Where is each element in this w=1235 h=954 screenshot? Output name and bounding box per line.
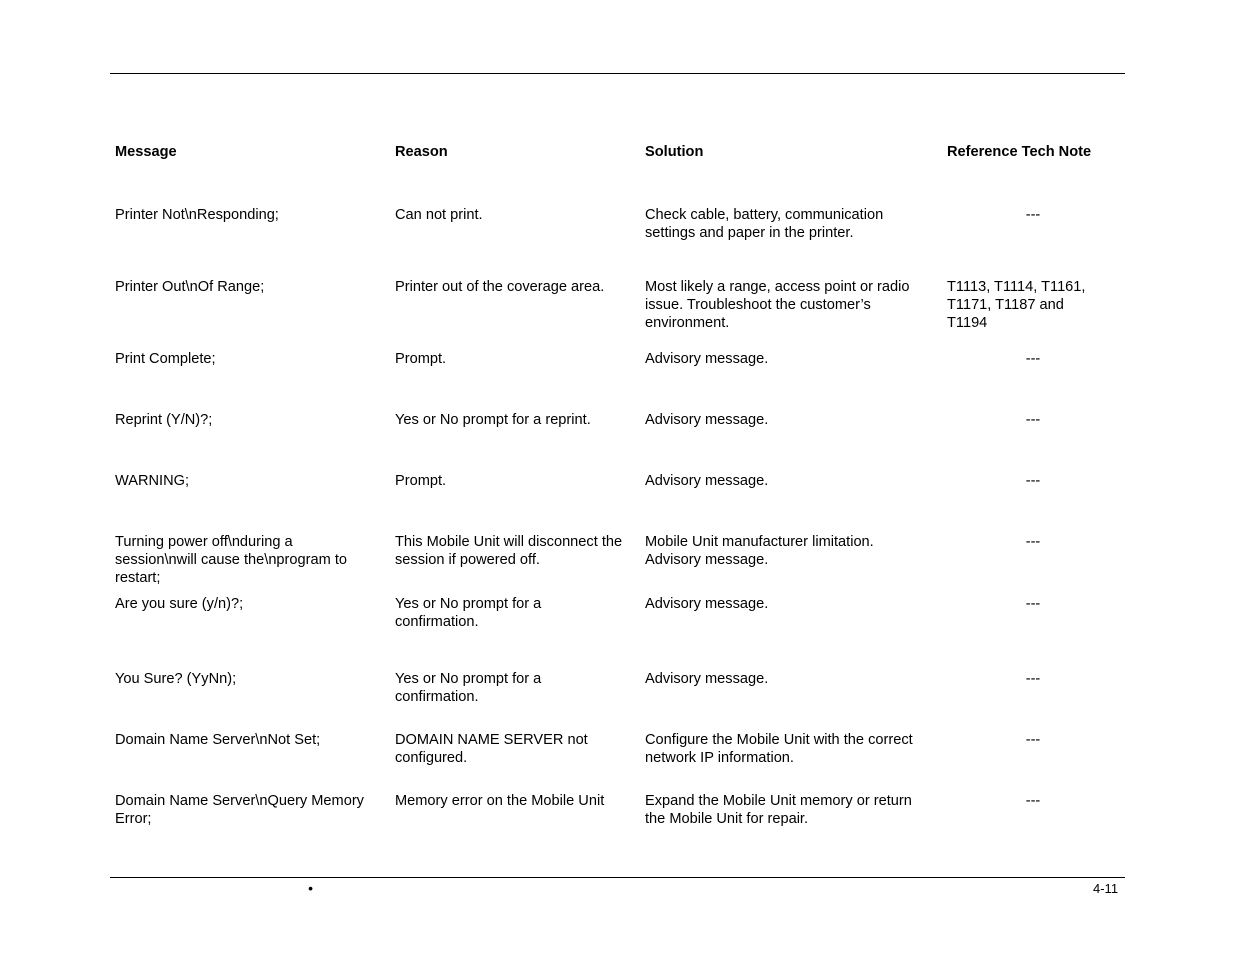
- solution-cell: Expand the Mobile Unit memory or return the Mobile Unit for repair.: [645, 793, 912, 827]
- footer-rule: [110, 877, 1125, 878]
- reason-cell: Yes or No prompt for a confirmation.: [395, 671, 542, 705]
- reason-cell: Printer out of the coverage area.: [395, 279, 605, 295]
- reference-cell: ---: [1025, 412, 1041, 428]
- solution-cell: Advisory message.: [645, 351, 769, 367]
- message-cell: Printer Out\nOf Range;: [115, 279, 265, 295]
- reference-cell: ---: [1025, 473, 1041, 489]
- message-cell: Domain Name Server\nQuery Memory Error;: [115, 793, 364, 827]
- reason-cell: Yes or No prompt for a confirmation.: [395, 596, 542, 630]
- solution-cell: Configure the Mobile Unit with the correct network IP information.: [645, 732, 913, 766]
- reference-cell: ---: [1025, 596, 1041, 612]
- reference-cell: ---: [1025, 671, 1041, 687]
- solution-cell: Check cable, battery, communication settings and paper in the printer.: [645, 207, 884, 241]
- message-cell: Domain Name Server\nNot Set;: [115, 732, 321, 748]
- reason-cell: Prompt.: [395, 351, 447, 367]
- solution-cell: Most likely a range, access point or radio issue. Troubleshoot the customer’s environment.: [645, 279, 910, 331]
- reason-cell: Yes or No prompt for a reprint.: [395, 412, 591, 428]
- message-cell: Printer Not\nResponding;: [115, 207, 279, 223]
- reference-cell: ---: [1025, 793, 1041, 809]
- message-cell: WARNING;: [115, 473, 190, 489]
- message-cell: Reprint (Y/N)?;: [115, 412, 213, 428]
- reason-cell: Memory error on the Mobile Unit: [395, 793, 605, 809]
- reference-cell: T1113, T1114, T1161, T1171, T1187 and T1194: [947, 279, 1086, 331]
- reference-cell: ---: [1025, 732, 1041, 748]
- message-cell: Turning power off\nduring a session\nwill cause the\nprogram to restart;: [115, 534, 347, 586]
- solution-cell: Advisory message.: [645, 473, 769, 489]
- column-header-solution: Solution: [645, 144, 704, 160]
- message-cell: Print Complete;: [115, 351, 216, 367]
- column-header-reason: Reason: [395, 144, 448, 160]
- reference-cell: ---: [1025, 351, 1041, 367]
- reason-cell: This Mobile Unit will disconnect the session if powered off.: [395, 534, 623, 568]
- solution-cell: Advisory message.: [645, 412, 769, 428]
- reason-cell: Prompt.: [395, 473, 447, 489]
- solution-cell: Advisory message.: [645, 596, 769, 612]
- header-rule: [110, 73, 1125, 74]
- solution-cell: Mobile Unit manufacturer limitation. Advisory message.: [645, 534, 874, 568]
- footer-bullet: •: [308, 880, 313, 896]
- reference-cell: ---: [1025, 207, 1041, 223]
- reference-cell: ---: [1025, 534, 1041, 550]
- reason-cell: DOMAIN NAME SERVER not configured.: [395, 732, 588, 766]
- message-cell: Are you sure (y/n)?;: [115, 596, 244, 612]
- column-header-message: Message: [115, 144, 177, 160]
- message-cell: You Sure? (YyNn);: [115, 671, 237, 687]
- page-number: 4-11: [1093, 881, 1119, 896]
- reason-cell: Can not print.: [395, 207, 483, 223]
- solution-cell: Advisory message.: [645, 671, 769, 687]
- column-header-reference: Reference Tech Note: [947, 144, 1092, 160]
